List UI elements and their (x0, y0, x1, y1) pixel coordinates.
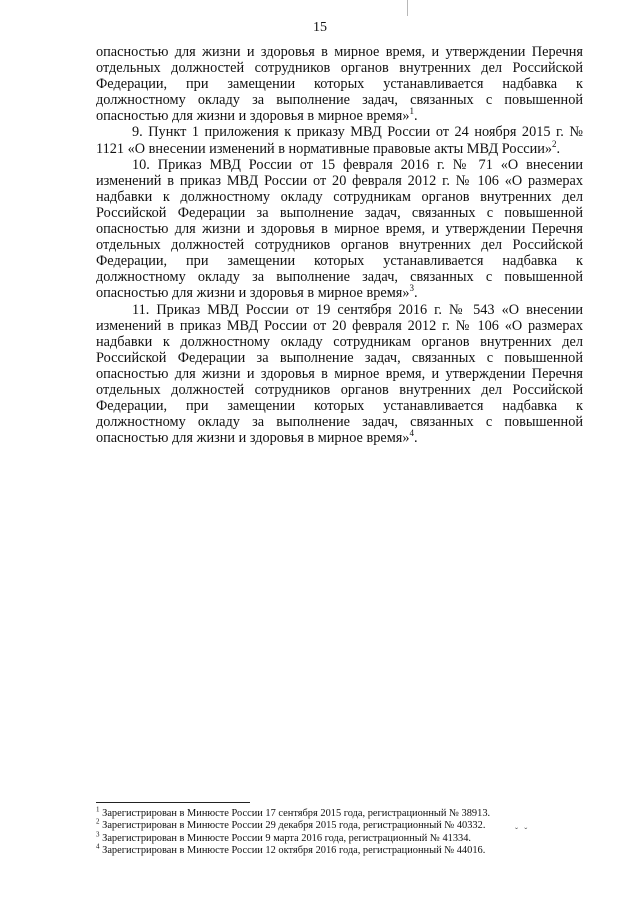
footnote-text: Зарегистрирован в Минюсте России 12 октября 2016 года, регистрационный № 44016. (102, 845, 486, 857)
page-number: 15 (313, 20, 327, 35)
paragraph-text: 11. Приказ МВД России от 19 сентября 2016 г. № 543 «О внесении изменений в приказ МВД России от 20 февраля 2012 г. № 106 «О размерах надбавки к должностному окладу сотрудникам органов внутренних дел Российской Федерации за выполнение задач, связанных с повышенной опасностью для жизни и здоровья в мирное время, и утверждении Перечня отдельных должностей сотрудников органов внутренних дел Российской Федерации, при замещении которых устанавливается надбавка к должностному окладу за выполнение задач, связанных с повышенной опасностью для жизни и здоровья в мирное время» (96, 301, 583, 447)
list-item-11 (96, 302, 583, 447)
scan-artifact-mark: ˇ ˇ (515, 826, 530, 836)
footnote-2 (96, 817, 566, 832)
list-item-10 (96, 157, 583, 302)
paragraph-tail: . (556, 140, 561, 157)
footnotes (96, 805, 566, 858)
footnote-separator (96, 802, 250, 803)
footnote-1 (96, 805, 566, 820)
scan-edge-line (407, 0, 408, 16)
document-body (96, 44, 583, 446)
paragraph-tail: . (413, 430, 418, 447)
footnote-reference: 4 (409, 428, 414, 439)
footnote-reference: 2 (552, 138, 557, 149)
footnote-mark: 4 (96, 842, 100, 851)
paragraph-continuation (96, 44, 583, 124)
footnote-text: Зарегистрирован в Минюсте России 17 сентября 2015 года, регистрационный № 38913. (102, 808, 491, 819)
paragraph-tail: . (413, 285, 418, 302)
footnote-reference: 3 (409, 283, 414, 294)
paragraph-tail: . (413, 108, 418, 125)
footnote-mark: 1 (96, 805, 100, 814)
footnote-4 (96, 842, 566, 857)
footnote-mark: 3 (96, 830, 100, 839)
list-item-9 (96, 124, 583, 156)
paragraph-text: 9. Пункт 1 приложения к приказу МВД России от 24 ноября 2015 г. № 1121 «О внесении изменений в нормативные правовые акты МВД России» (96, 124, 583, 157)
paragraph-text: 10. Приказ МВД России от 15 февраля 2016 г. № 71 «О внесении изменений в приказ МВД России от 20 февраля 2012 г. № 106 «О размерах надбавки к должностному окладу сотрудникам органов внутренних дел Российской Федерации за выполнение задач, связанных с повышенной опасностью для жизни и здоровья в мирное время, и утверждении Перечня отдельных должностей сотрудников органов внутренних дел Российской Федерации, при замещении которых устанавливается надбавка к должностному окладу за выполнение задач, связанных с повышенной опасностью для жизни и здоровья в мирное время» (96, 156, 583, 302)
footnote-mark: 2 (96, 817, 100, 826)
footnote-text: Зарегистрирован в Минюсте России 29 декабря 2015 года, регистрационный № 40332. (102, 820, 486, 832)
paragraph-text: опасностью для жизни и здоровья в мирное время, и утверждении Перечня отдельных должностей сотрудников органов внутренних дел Российской Федерации, при замещении которых устанавливается надбавка к должностному окладу за выполнение задач, связанных с повышенной опасностью для жизни и здоровья в мирное время» (96, 44, 583, 125)
footnote-reference: 1 (409, 106, 414, 117)
footnote-text: Зарегистрирован в Минюсте России 9 марта 2016 года, регистрационный № 41334. (102, 832, 472, 844)
